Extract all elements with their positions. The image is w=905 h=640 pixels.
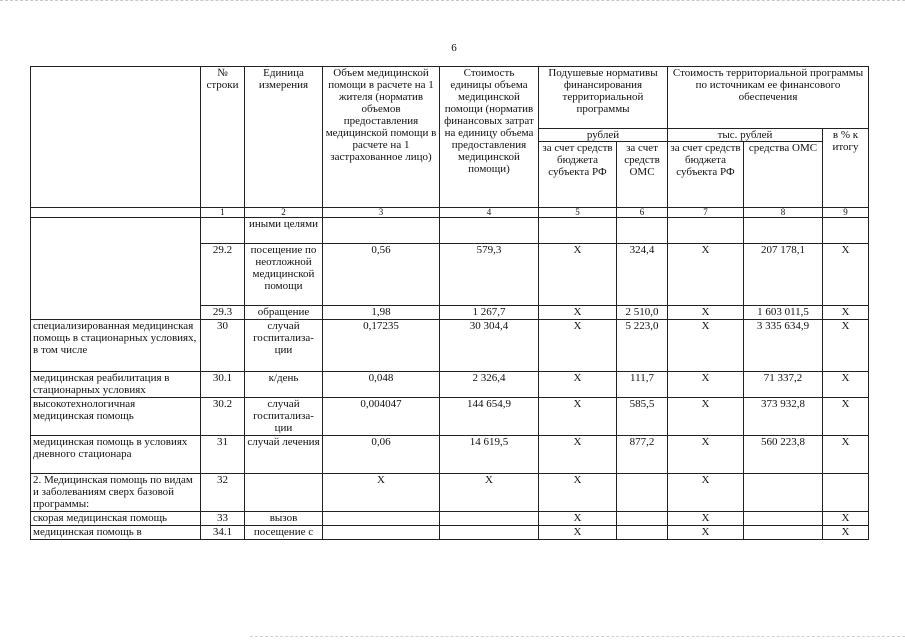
row-budget-rub: X — [539, 320, 617, 372]
row-number: 32 — [201, 474, 245, 512]
table-row — [31, 320, 869, 372]
row-percent: X — [823, 512, 869, 526]
row-volume: 0,06 — [323, 436, 440, 474]
row-budget-thous: X — [668, 474, 744, 512]
column-number: 6 — [617, 208, 668, 218]
row-percent: X — [823, 436, 869, 474]
row-volume: 0,004047 — [323, 398, 440, 436]
row-unit: посещение с — [245, 526, 323, 540]
row-cost: 30 304,4 — [440, 320, 539, 372]
header-row-number: № строки — [201, 67, 245, 208]
row-volume: 1,98 — [323, 306, 440, 320]
header-rubles: рублей — [539, 129, 668, 142]
row-percent: X — [823, 306, 869, 320]
row-cost: 144 654,9 — [440, 398, 539, 436]
row-budget-rub: X — [539, 474, 617, 512]
row-oms-rub: 877,2 — [617, 436, 668, 474]
row-unit: посещение по неотложной медицинской помощи — [245, 244, 323, 306]
row-oms-thous: 207 178,1 — [744, 244, 823, 306]
table-row — [31, 398, 869, 436]
header-volume: Объем медицинской помощи в расчете на 1 жителя (норматив объемов предоставления медицинской помощи в расчете на 1 застрахованное лицо) — [323, 67, 440, 208]
row-oms-rub: 324,4 — [617, 244, 668, 306]
row-percent: X — [823, 398, 869, 436]
row-label: 2. Медицинская помощь по видам и заболеваниям сверх базовой программы: — [31, 474, 201, 512]
table-row — [31, 526, 869, 540]
row-number: 31 — [201, 436, 245, 474]
table-row — [31, 474, 869, 512]
row-budget-rub — [539, 218, 617, 244]
row-cost: 14 619,5 — [440, 436, 539, 474]
row-unit: случай госпитализа-ции — [245, 398, 323, 436]
row-label: медицинская помощь в условиях дневного стационара — [31, 436, 201, 474]
row-oms-rub: 111,7 — [617, 372, 668, 398]
row-budget-thous: X — [668, 512, 744, 526]
row-budget-rub: X — [539, 306, 617, 320]
row-budget-thous: X — [668, 436, 744, 474]
table-row — [31, 436, 869, 474]
row-percent: X — [823, 526, 869, 540]
row-percent: X — [823, 372, 869, 398]
row-budget-thous: X — [668, 526, 744, 540]
row-volume: 0,048 — [323, 372, 440, 398]
row-number: 33 — [201, 512, 245, 526]
row-unit: вызов — [245, 512, 323, 526]
row-oms-rub — [617, 526, 668, 540]
row-unit: обращение — [245, 306, 323, 320]
column-number: 2 — [245, 208, 323, 218]
row-unit: случай лечения — [245, 436, 323, 474]
row-oms-rub: 2 510,0 — [617, 306, 668, 320]
row-number: 29.2 — [201, 244, 245, 306]
row-oms-thous: 71 337,2 — [744, 372, 823, 398]
header-thousand-rubles: тыс. рублей — [668, 129, 823, 142]
row-label — [31, 218, 201, 320]
row-number: 30 — [201, 320, 245, 372]
row-number: 34.1 — [201, 526, 245, 540]
row-budget-rub: X — [539, 512, 617, 526]
row-oms-rub: 585,5 — [617, 398, 668, 436]
row-label: высокотехнологичная медицинская помощь — [31, 398, 201, 436]
row-budget-rub: X — [539, 526, 617, 540]
header-per-capita: Подушевые нормативы финансирования территориальной программы — [539, 67, 668, 129]
row-oms-thous: 3 335 634,9 — [744, 320, 823, 372]
header-oms-8: средства ОМС — [744, 142, 823, 208]
row-cost: 579,3 — [440, 244, 539, 306]
row-volume — [323, 218, 440, 244]
row-label: скорая медицинская помощь — [31, 512, 201, 526]
row-budget-thous: X — [668, 372, 744, 398]
scan-edge-top — [0, 0, 905, 7]
row-budget-rub: X — [539, 244, 617, 306]
row-volume: 0,17235 — [323, 320, 440, 372]
row-oms-thous — [744, 512, 823, 526]
row-label: медицинская помощь в — [31, 526, 201, 540]
row-unit: к/день — [245, 372, 323, 398]
row-volume — [323, 526, 440, 540]
table-row — [31, 372, 869, 398]
row-oms-rub — [617, 218, 668, 244]
header-blank-cell — [31, 67, 201, 208]
row-cost — [440, 512, 539, 526]
column-number: 4 — [440, 208, 539, 218]
header-unit: Единица измерения — [245, 67, 323, 208]
row-volume: X — [323, 474, 440, 512]
row-oms-thous — [744, 526, 823, 540]
table-row — [31, 218, 869, 244]
header-budget-5: за счет средств бюджета субъекта РФ — [539, 142, 617, 208]
row-oms-thous — [744, 474, 823, 512]
row-cost: X — [440, 474, 539, 512]
page-number: 6 — [451, 42, 457, 54]
header-cost: Стоимость единицы объема медицинской помощи (норматив финансовых затрат на единицу объема предоставления медицинской помощи) — [440, 67, 539, 208]
column-number: 5 — [539, 208, 617, 218]
row-budget-thous: X — [668, 320, 744, 372]
row-oms-thous: 560 223,8 — [744, 436, 823, 474]
row-budget-thous: X — [668, 306, 744, 320]
row-budget-rub: X — [539, 372, 617, 398]
header-percent-total: в % к итогу — [823, 129, 869, 208]
column-number: 7 — [668, 208, 744, 218]
row-label: медицинская реабилитация в стационарных условиях — [31, 372, 201, 398]
row-budget-thous: X — [668, 244, 744, 306]
row-number: 30.1 — [201, 372, 245, 398]
column-number-blank — [31, 208, 201, 218]
row-cost: 1 267,7 — [440, 306, 539, 320]
header-cost-program: Стоимость территориальной программы по источникам ее финансового обеспечения — [668, 67, 869, 129]
financing-table — [30, 66, 869, 540]
row-percent — [823, 474, 869, 512]
row-number: 30.2 — [201, 398, 245, 436]
row-percent: X — [823, 320, 869, 372]
column-number: 8 — [744, 208, 823, 218]
row-volume — [323, 512, 440, 526]
row-oms-rub: 5 223,0 — [617, 320, 668, 372]
header-oms-6: за счет средств ОМС — [617, 142, 668, 208]
column-number: 9 — [823, 208, 869, 218]
row-percent: X — [823, 244, 869, 306]
row-oms-thous: 373 932,8 — [744, 398, 823, 436]
row-unit — [245, 474, 323, 512]
row-volume: 0,56 — [323, 244, 440, 306]
row-budget-rub: X — [539, 398, 617, 436]
row-oms-rub — [617, 512, 668, 526]
column-number: 3 — [323, 208, 440, 218]
row-cost: 2 326,4 — [440, 372, 539, 398]
column-number: 1 — [201, 208, 245, 218]
row-budget-thous: X — [668, 398, 744, 436]
row-percent — [823, 218, 869, 244]
row-budget-thous — [668, 218, 744, 244]
row-oms-thous: 1 603 011,5 — [744, 306, 823, 320]
row-unit: иными целями — [245, 218, 323, 244]
row-number: 29.3 — [201, 306, 245, 320]
row-budget-rub: X — [539, 436, 617, 474]
header-budget-7: за счет средств бюджета субъекта РФ — [668, 142, 744, 208]
row-oms-rub — [617, 474, 668, 512]
row-unit: случай госпитализа-ции — [245, 320, 323, 372]
row-label: специализированная медицинская помощь в стационарных условиях, в том числе — [31, 320, 201, 372]
row-cost — [440, 218, 539, 244]
table-row — [31, 512, 869, 526]
row-number — [201, 218, 245, 244]
row-oms-thous — [744, 218, 823, 244]
scan-edge-bottom — [250, 636, 905, 639]
row-cost — [440, 526, 539, 540]
